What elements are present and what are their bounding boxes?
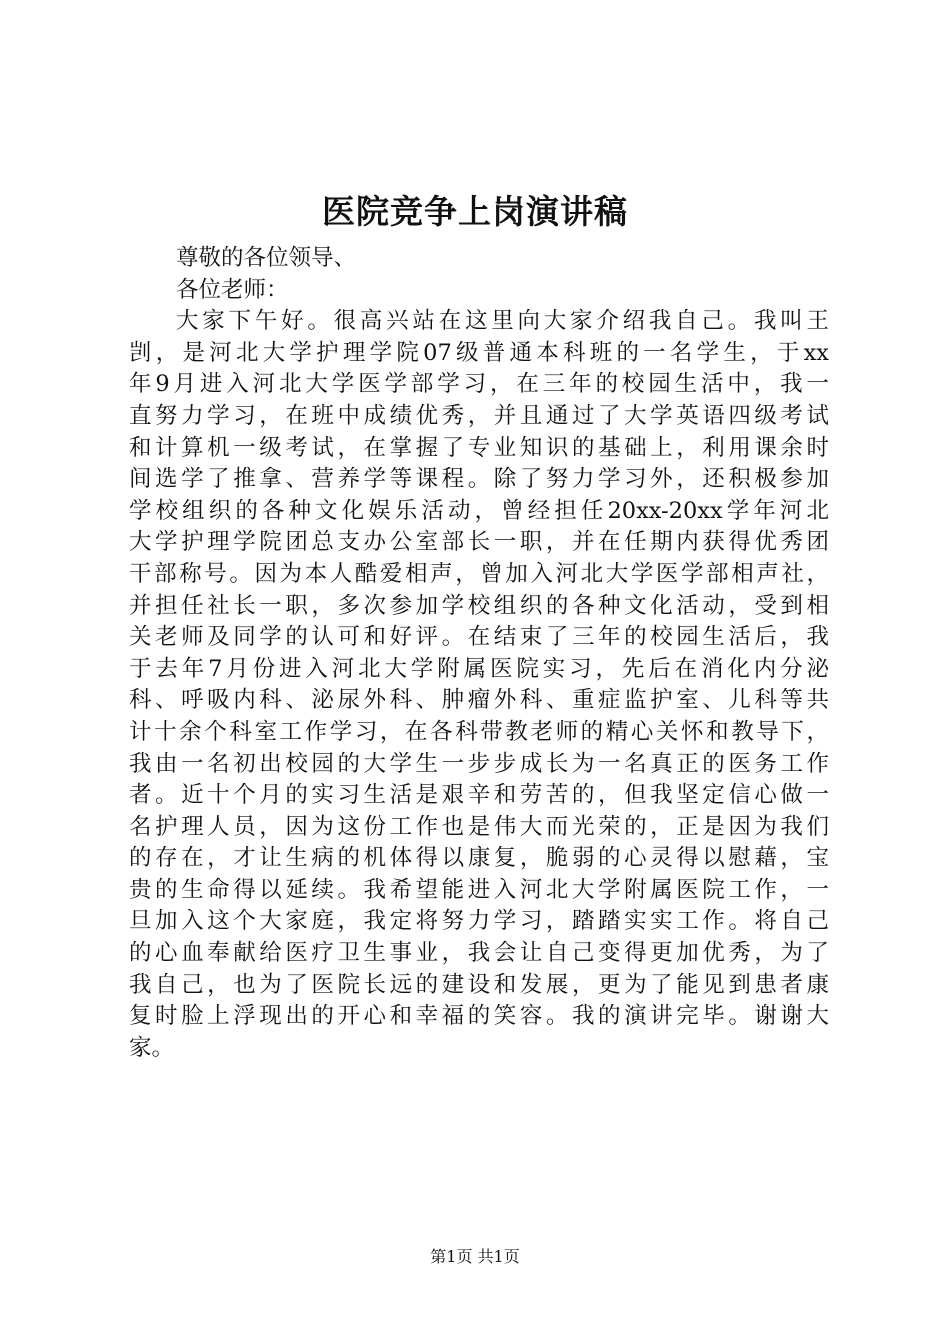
paragraph-line: 关老师及同学的认可和好评。在结束了三年的校园生活后，我 [129, 624, 829, 651]
paragraph-line: 的存在，才让生病的机体得以康复，脆弱的心灵得以慰藉，宝 [129, 845, 829, 872]
salutation-line: 尊敬的各位领导、 [176, 245, 357, 271]
paragraph-line: 复时脸上浮现出的开心和幸福的笑容。我的演讲完毕。谢谢大 [129, 1003, 829, 1030]
paragraph-line: 并担任社长一职，多次参加学校组织的各种文化活动，受到相 [129, 592, 829, 619]
paragraph-line: 直努力学习，在班中成绩优秀，并且通过了大学英语四级考试 [129, 402, 829, 429]
salutation-line: 各位老师： [176, 276, 289, 303]
speech-body [129, 243, 829, 1064]
speech-paragraph [129, 306, 829, 1064]
paragraph-line: 我由一名初出校园的大学生一步步成长为一名真正的医务工作 [129, 750, 829, 777]
paragraph-line: 的心血奉献给医疗卫生事业，我会让自己变得更加优秀，为了 [129, 940, 829, 967]
paragraph-line: 名护理人员，因为这份工作也是伟大而光荣的，正是因为我们 [129, 813, 829, 840]
page-footer: 第1页 共1页 [430, 1247, 520, 1266]
paragraph-line: 家。 [129, 1034, 175, 1061]
paragraph-line: 计十余个科室工作学习，在各科带教老师的精心关怀和教导下， [129, 718, 829, 745]
paragraph-line: 旦加入这个大家庭，我定将努力学习，踏踏实实工作。将自己 [129, 908, 829, 935]
paragraph-line: 和计算机一级考试，在掌握了专业知识的基础上，利用课余时 [129, 434, 829, 461]
paragraph-line: 学校组织的各种文化娱乐活动，曾经担任20xx-20xx学年河北 [129, 497, 829, 524]
paragraph-line: 年9月进入河北大学医学部学习，在三年的校园生活中，我一 [129, 371, 829, 398]
paragraph-line: 我自己，也为了医院长远的建设和发展，更为了能见到患者康 [129, 971, 829, 998]
paragraph-line: 贵的生命得以延续。我希望能进入河北大学附属医院工作，一 [129, 876, 829, 903]
page-title: 医院竞争上岗演讲稿 [322, 192, 628, 231]
paragraph-line: 大学护理学院团总支办公室部长一职，并在任期内获得优秀团 [129, 529, 829, 556]
paragraph-line: 科、呼吸内科、泌尿外科、肿瘤外科、重症监护室、儿科等共 [129, 687, 829, 714]
paragraph-line: 大家下午好。很高兴站在这里向大家介绍我自己。我叫王 [176, 308, 829, 335]
paragraph-line: 干部称号。因为本人酷爱相声，曾加入河北大学医学部相声社， [129, 560, 829, 587]
paragraph-line: 间选学了推拿、营养学等课程。除了努力学习外，还积极参加 [129, 466, 829, 493]
paragraph-line: 于去年7月份进入河北大学附属医院实习，先后在消化内分泌 [129, 655, 829, 682]
paragraph-line: 者。近十个月的实习生活是艰辛和劳苦的，但我坚定信心做一 [129, 782, 829, 809]
paragraph-line: 剀，是河北大学护理学院07级普通本科班的一名学生，于xx [129, 339, 829, 366]
